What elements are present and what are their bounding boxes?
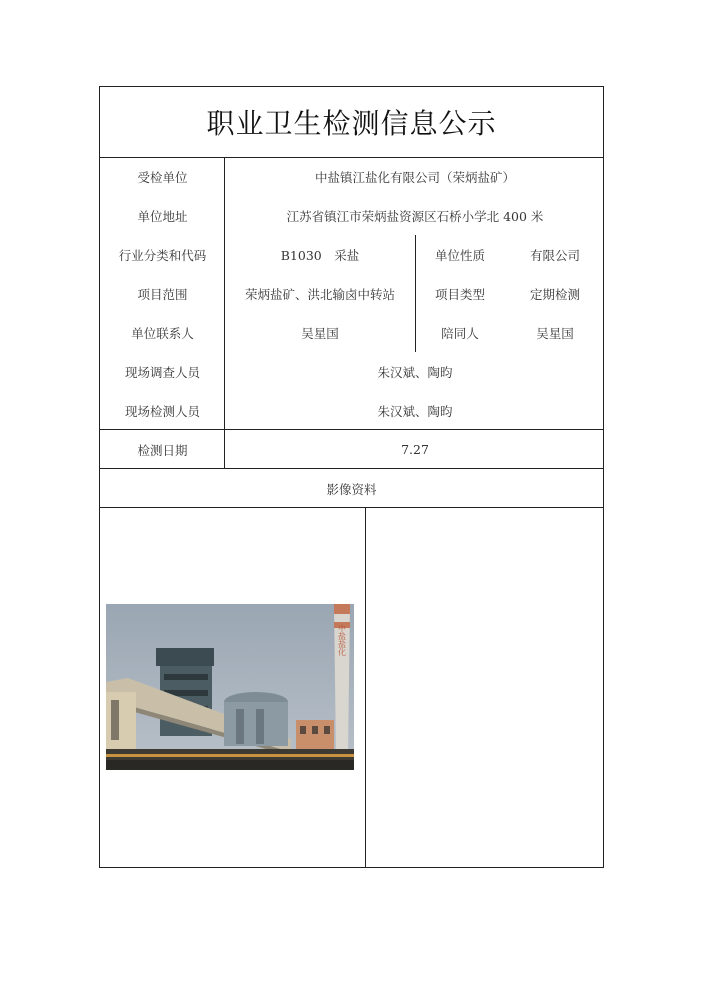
industry-label: 行业分类和代码 bbox=[118, 247, 207, 263]
scope-value: 荣炳盐矿、洪北输卤中转站 bbox=[244, 286, 395, 302]
unit-value: 中盐镇江盐化有限公司（荣炳盐矿） bbox=[314, 169, 515, 185]
divider-before-date bbox=[100, 429, 603, 430]
nature-label: 单位性质 bbox=[434, 247, 485, 263]
address-value: 江苏省镇江市荣炳盐资源区石桥小学北 400 米 bbox=[286, 208, 544, 224]
industry-value: B1030 采盐 bbox=[280, 247, 360, 263]
nature-value: 有限公司 bbox=[529, 247, 580, 263]
divider-before-images bbox=[100, 468, 603, 469]
images-header: 影像资料 bbox=[326, 481, 377, 497]
row-industry bbox=[100, 235, 603, 274]
value-column-divider bbox=[415, 235, 416, 352]
site-photo bbox=[106, 604, 354, 770]
contact-label: 单位联系人 bbox=[131, 325, 194, 341]
row-address bbox=[100, 196, 603, 235]
row-scope bbox=[100, 274, 603, 313]
photo-column-divider bbox=[365, 507, 366, 867]
address-label: 单位地址 bbox=[137, 208, 188, 224]
contact-value: 吴星国 bbox=[301, 325, 339, 341]
project-type-label: 项目类型 bbox=[434, 286, 485, 302]
row-images-header bbox=[100, 469, 603, 508]
scope-label: 项目范围 bbox=[137, 286, 188, 302]
escort-value: 吴星国 bbox=[536, 325, 574, 341]
escort-label: 陪同人 bbox=[441, 325, 479, 341]
chimney-lettering: 中盐盐化 bbox=[337, 624, 347, 656]
testers-label: 现场检测人员 bbox=[124, 403, 200, 419]
surveyors-label: 现场调查人员 bbox=[124, 364, 200, 380]
row-unit bbox=[100, 157, 603, 196]
row-testers bbox=[100, 391, 603, 430]
divider-before-photos bbox=[100, 507, 603, 508]
row-contact bbox=[100, 313, 603, 352]
testers-value: 朱汉斌、陶昀 bbox=[377, 403, 453, 419]
page-title: 职业卫生检测信息公示 bbox=[100, 87, 603, 158]
row-surveyors bbox=[100, 352, 603, 391]
label-column-divider bbox=[224, 157, 225, 468]
surveyors-value: 朱汉斌、陶昀 bbox=[377, 364, 453, 380]
project-type-value: 定期检测 bbox=[529, 286, 580, 302]
date-label: 检测日期 bbox=[137, 442, 188, 458]
row-date bbox=[100, 430, 603, 469]
unit-label: 受检单位 bbox=[137, 169, 188, 185]
disclosure-form bbox=[99, 86, 604, 868]
date-value: 7.27 bbox=[401, 442, 429, 457]
